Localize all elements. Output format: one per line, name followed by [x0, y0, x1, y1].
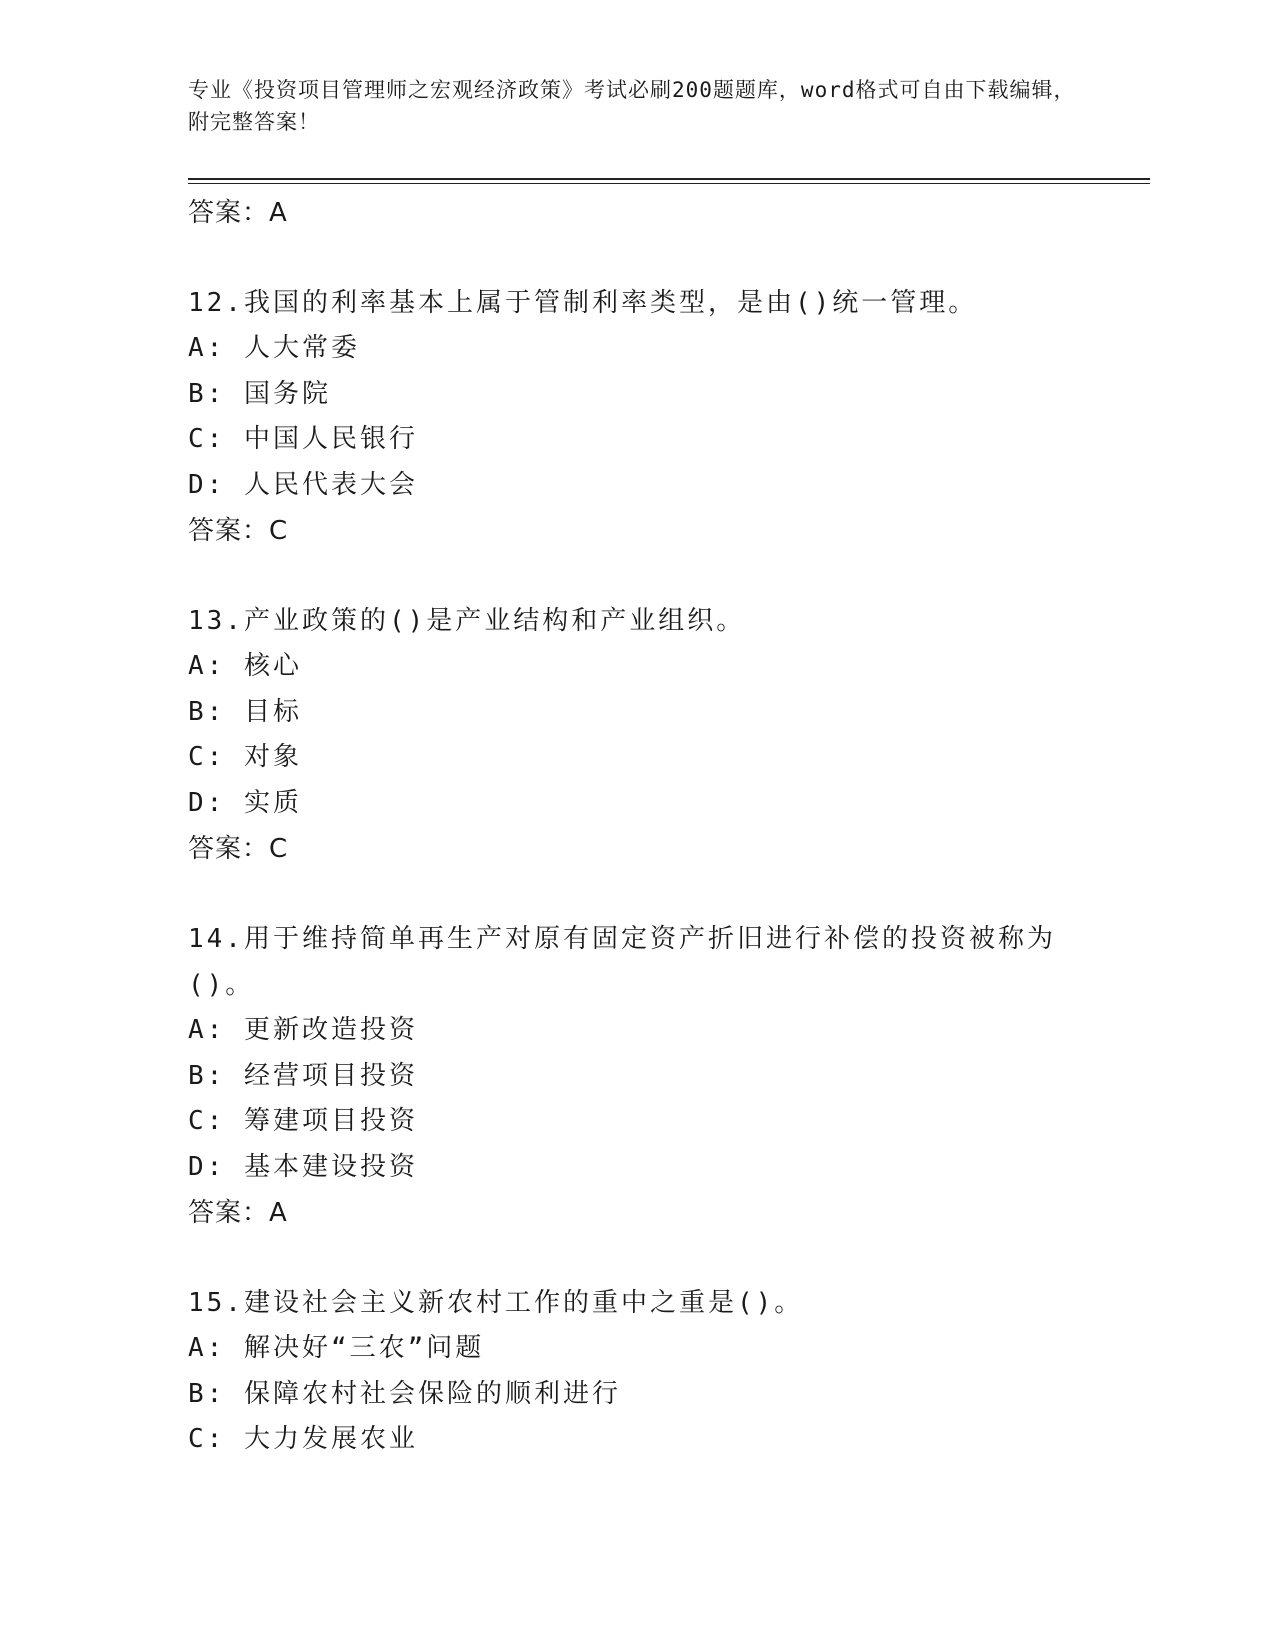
- question-14: [188, 916, 1108, 1236]
- option-c: C: 中国人民银行: [188, 424, 418, 454]
- document-header: 专业《投资项目管理师之宏观经济政策》考试必刷200题题库，word格式可自由下载编辑，附完整答案！: [188, 78, 1076, 134]
- question-text: 15.建设社会主义新农村工作的重中之重是()。: [188, 1288, 804, 1318]
- option-b: B: 目标: [188, 696, 302, 727]
- question-text: 13.产业政策的()是产业结构和产业组织。: [188, 606, 746, 636]
- question-13: [188, 598, 1108, 872]
- option-a: A: 更新改造投资: [188, 1015, 418, 1045]
- option-a: A: 人大常委: [188, 333, 360, 363]
- answer-label: 答案：C: [188, 516, 289, 546]
- question-12: [188, 280, 1108, 554]
- option-c: C: 筹建项目投资: [188, 1106, 418, 1136]
- question-text: 12.我国的利率基本上属于管制利率类型，是由()统一管理。: [188, 288, 978, 318]
- header-rule: [188, 178, 1150, 180]
- option-a: A: 核心: [188, 651, 302, 681]
- question-text: 14.用于维持简单再生产对原有固定资产折旧进行补偿的投资被称为()。: [188, 924, 1056, 1000]
- option-b: B: 国务院: [188, 378, 331, 409]
- question-list: [188, 190, 1108, 1463]
- answer-label: 答案：C: [188, 834, 289, 864]
- answer-label: 答案：A: [188, 198, 288, 228]
- option-a: A: 解决好“三农”问题: [188, 1333, 485, 1363]
- option-b: B: 保障农村社会保险的顺利进行: [188, 1378, 621, 1409]
- option-b: B: 经营项目投资: [188, 1060, 418, 1091]
- option-d: D: 基本建设投资: [188, 1151, 418, 1182]
- option-c: C: 对象: [188, 742, 302, 772]
- header-rule-thin: [188, 183, 1150, 184]
- option-c: C: 大力发展农业: [188, 1424, 418, 1454]
- option-d: D: 人民代表大会: [188, 469, 418, 500]
- answer-label: 答案：A: [188, 1198, 288, 1228]
- question-15: [188, 1280, 1108, 1463]
- option-d: D: 实质: [188, 787, 302, 818]
